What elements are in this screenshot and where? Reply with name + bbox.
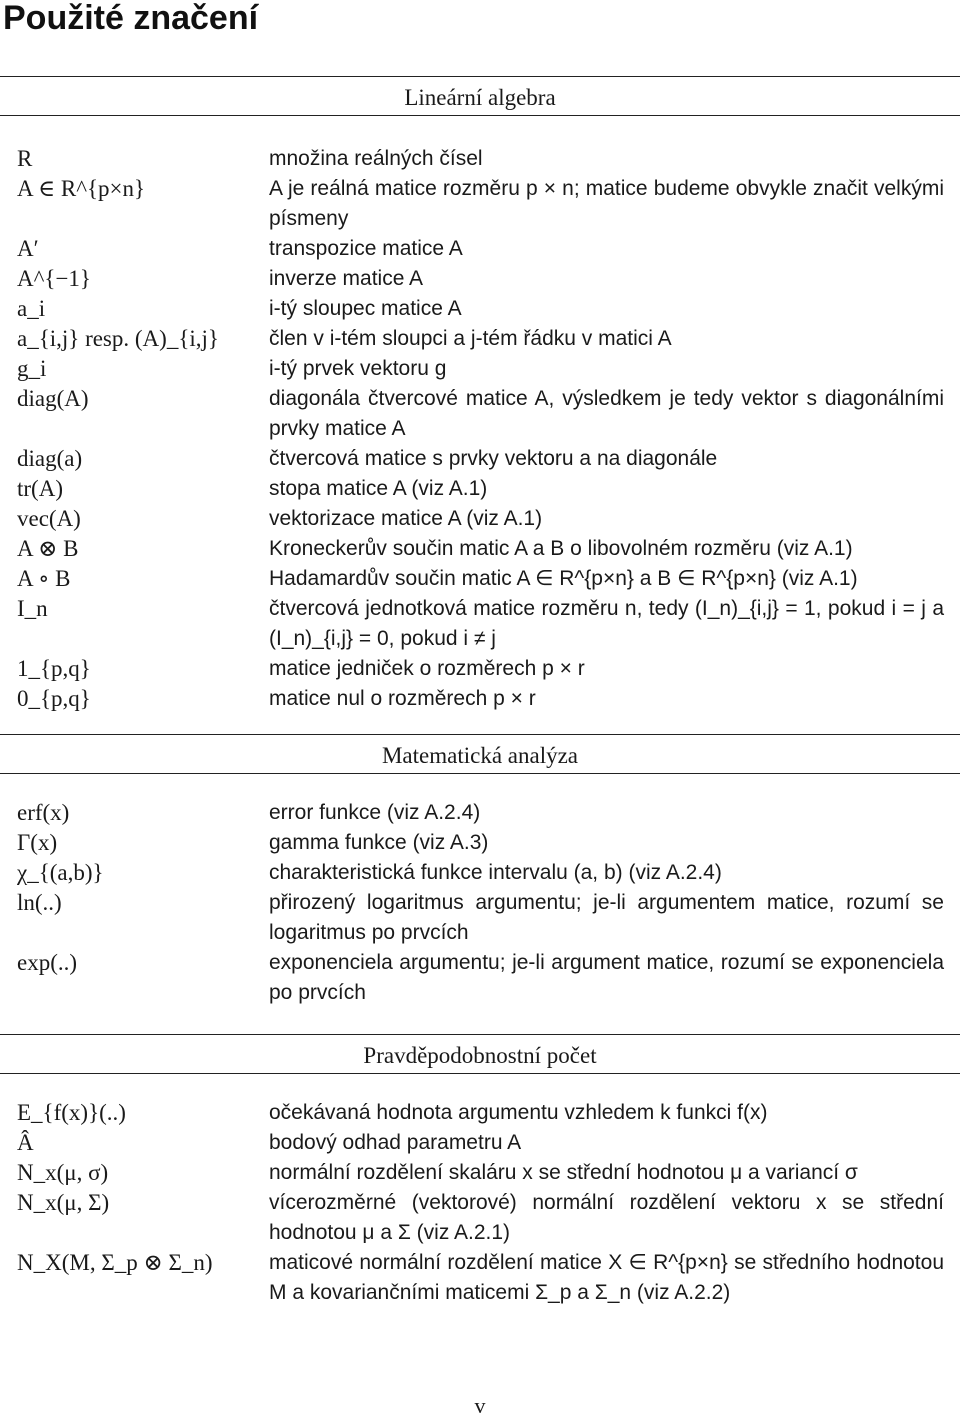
entry-row	[0, 1128, 960, 1158]
symbol-cell: A^{−1}	[17, 266, 91, 291]
section-title: Lineární algebra	[404, 85, 556, 110]
entry-row	[0, 534, 960, 564]
entry-row	[0, 858, 960, 888]
symbol-cell: A ∘ B	[17, 566, 71, 591]
description-cell: exponenciela argumentu; je-li argument matice, rozumí se exponenciela po prvcích	[269, 951, 944, 1004]
description-cell: přirozený logaritmus argumentu; je-li argumentem matice, rozumí se logaritmus po prvcích	[269, 891, 944, 944]
description-cell: čtvercová matice s prvky vektoru a na diagonále	[269, 447, 718, 470]
description-cell: transpozice matice A	[269, 237, 463, 260]
entry-row	[0, 504, 960, 534]
entry-list	[0, 144, 960, 714]
symbol-cell: a_{i,j} resp. (A)_{i,j}	[17, 326, 219, 351]
entry-row	[0, 798, 960, 828]
symbol-cell: a_i	[17, 296, 46, 321]
description-cell: stopa matice A (viz A.1)	[269, 477, 488, 500]
symbol-cell: Â	[17, 1130, 34, 1155]
symbol-cell: R	[17, 146, 33, 171]
symbol-cell: χ_{(a,b)}	[17, 860, 104, 885]
symbol-cell: N_x(μ, σ)	[17, 1160, 109, 1185]
entry-row	[0, 324, 960, 354]
entry-list	[0, 1098, 960, 1308]
symbol-cell: Γ(x)	[17, 830, 58, 855]
symbol-cell: A ⊗ B	[17, 536, 79, 561]
description-cell: množina reálných čísel	[269, 147, 483, 170]
symbol-cell: exp(..)	[17, 950, 78, 975]
description-cell: Kroneckerův součin matic A a B o libovolném rozměru (viz A.1)	[269, 537, 853, 560]
entry-row	[0, 354, 960, 384]
symbol-cell: I_n	[17, 596, 48, 621]
entry-row	[0, 234, 960, 264]
symbol-cell: ln(..)	[17, 890, 62, 915]
entry-row	[0, 654, 960, 684]
symbol-cell: diag(A)	[17, 386, 89, 411]
section-mathematical-analysis	[0, 734, 960, 1008]
entry-row	[0, 828, 960, 858]
entry-row	[0, 888, 960, 948]
description-cell: charakteristická funkce intervalu (a, b) (viz A.2.4)	[269, 861, 722, 884]
entry-row	[0, 1188, 960, 1248]
description-cell: matice nul o rozměrech p × r	[269, 687, 536, 710]
section-probability	[0, 1034, 960, 1308]
symbol-cell: N_x(μ, Σ)	[17, 1190, 110, 1215]
entry-row	[0, 1248, 960, 1308]
section-heading	[0, 734, 960, 774]
entry-row	[0, 384, 960, 444]
description-cell: gamma funkce (viz A.3)	[269, 831, 489, 854]
symbol-cell: tr(A)	[17, 476, 63, 501]
symbol-cell: 0_{p,q}	[17, 686, 91, 711]
description-cell: vektorizace matice A (viz A.1)	[269, 507, 543, 530]
description-cell: čtvercová jednotková matice rozměru n, tedy (I_n)_{i,j} = 1, pokud i = j a (I_n)_{i,j} = 0, pokud i ≠ j	[269, 597, 944, 650]
symbol-cell: E_{f(x)}(..)	[17, 1100, 126, 1125]
entry-row	[0, 1098, 960, 1128]
description-cell: vícerozměrné (vektorové) normální rozdělení vektoru x se střední hodnotou μ a Σ (viz A.2.1)	[269, 1191, 944, 1244]
section-title: Matematická analýza	[381, 743, 579, 768]
description-cell: maticové normální rozdělení matice X ∈ R^{p×n} se středního hodnotou M a kovariančními maticemi Σ_p a Σ_n (viz A.2.2)	[269, 1251, 944, 1304]
entry-row	[0, 174, 960, 234]
entry-row	[0, 264, 960, 294]
symbol-cell: erf(x)	[17, 800, 70, 825]
description-cell: A je reálná matice rozměru p × n; matice budeme obvykle značit velkými písmeny	[269, 177, 944, 230]
section-title: Pravděpodobnostní počet	[363, 1043, 597, 1068]
entry-row	[0, 564, 960, 594]
symbol-cell: diag(a)	[17, 446, 83, 471]
entry-row	[0, 684, 960, 714]
description-cell: inverze matice A	[269, 267, 424, 290]
entry-row	[0, 1158, 960, 1188]
symbol-cell: g_i	[17, 356, 47, 381]
symbol-cell: 1_{p,q}	[17, 656, 91, 681]
entry-list	[0, 798, 960, 1008]
entry-row	[0, 474, 960, 504]
symbol-cell: N_X(M, Σ_p ⊗ Σ_n)	[17, 1250, 213, 1275]
description-cell: normální rozdělení skaláru x se střední hodnotou μ a variancí σ	[269, 1161, 858, 1184]
symbol-cell: vec(A)	[17, 506, 81, 531]
description-cell: člen v i-tém sloupci a j-tém řádku v matici A	[269, 327, 672, 350]
description-cell: očekávaná hodnota argumentu vzhledem k funkci f(x)	[269, 1101, 768, 1124]
entry-row	[0, 948, 960, 1008]
description-cell: matice jedniček o rozměrech p × r	[269, 657, 585, 680]
entry-row	[0, 594, 960, 654]
description-cell: i-tý prvek vektoru g	[269, 357, 447, 380]
symbol-cell: A′	[17, 236, 39, 261]
section-heading	[0, 76, 960, 116]
entry-row	[0, 144, 960, 174]
section-linear-algebra	[0, 76, 960, 714]
entry-row	[0, 294, 960, 324]
entry-row	[0, 444, 960, 474]
description-cell: error funkce (viz A.2.4)	[269, 801, 481, 824]
page-title: Použité značení	[3, 0, 259, 37]
page-number: v	[474, 1393, 486, 1418]
description-cell: diagonála čtvercové matice A, výsledkem je tedy vektor s diagonálními prvky matice A	[269, 387, 944, 440]
section-heading	[0, 1034, 960, 1074]
description-cell: i-tý sloupec matice A	[269, 297, 462, 320]
symbol-cell: A ∈ R^{p×n}	[17, 176, 146, 201]
description-cell: bodový odhad parametru A	[269, 1131, 522, 1154]
description-cell: Hadamardův součin matic A ∈ R^{p×n} a B ∈ R^{p×n} (viz A.1)	[269, 567, 858, 590]
